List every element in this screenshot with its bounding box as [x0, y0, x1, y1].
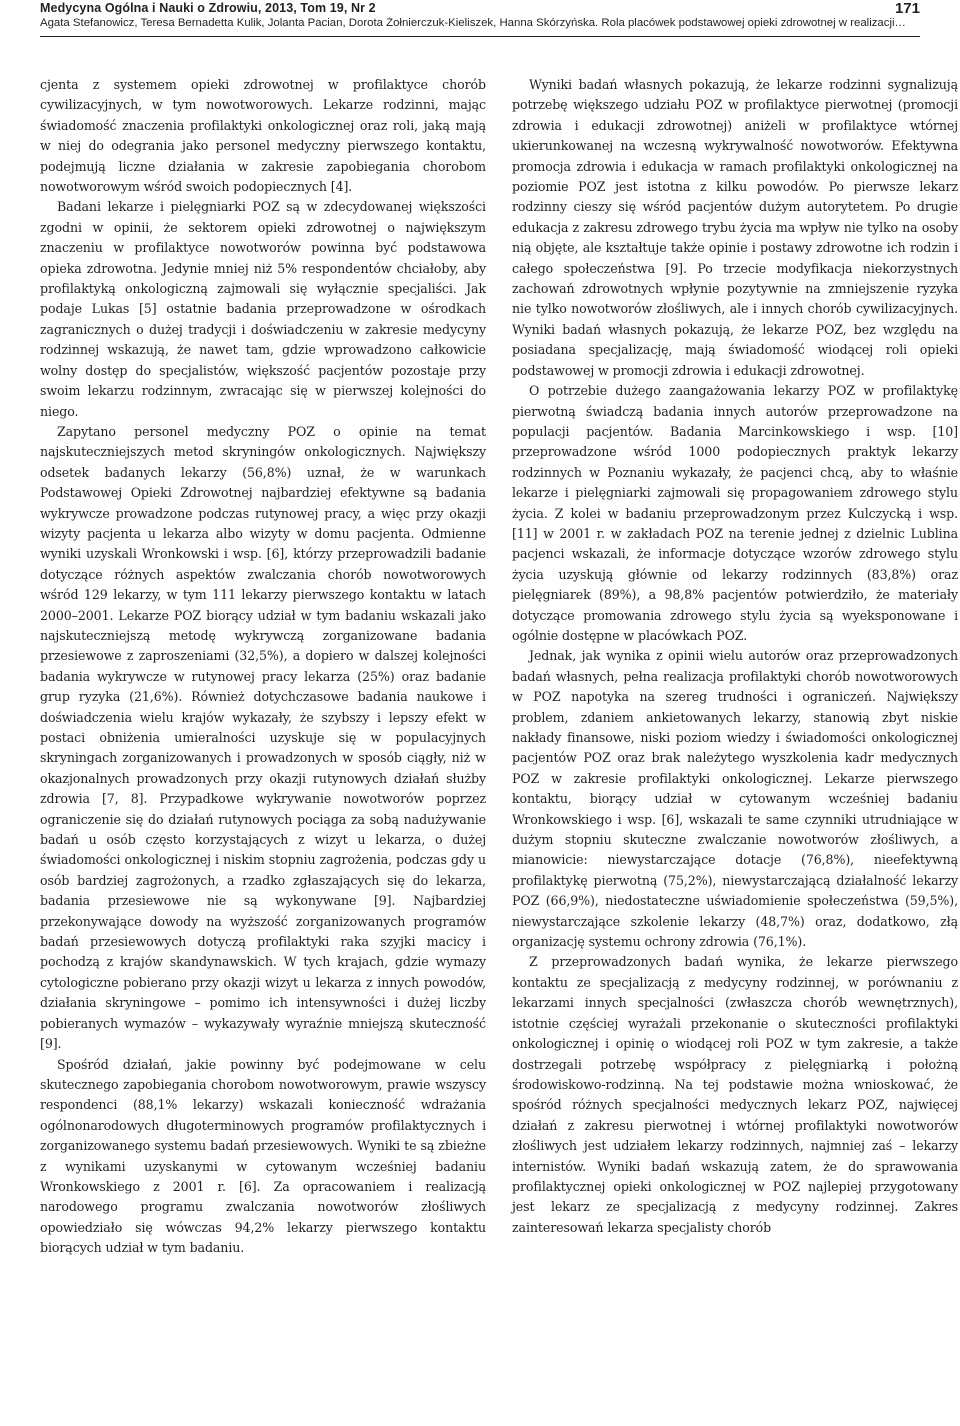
- paragraph: Wyniki badań własnych pokazują, że lekarze rodzinni sygnalizują potrzebę większego udziału POZ w profilaktyce pierwotnej (promocji zdrowia i edukacji zdrowotnej) aniżeli w profilaktyce wtórnej ukierunkowanej na wczesną wykrywalność nowotworów. Efektywna promocja zdrowia i edukacja w ramach profilaktyki onkologicznej na poziomie POZ jest istotna z kilku powodów. Po pierwsze lekarz rodzinny cieszy się wśród pacjentów dużym autorytetem. Po drugie edukacja z zakresu zdrowego trybu życia ma wpływ nie tylko na osoby nią objęte, ale kształtuje także opinie i postawy zdrowotne ich rodzin i całego społeczeństwa [9]. Po trzecie modyfikacja niekorzystnych zachowań zdrowotnych wpłynie pozytywnie na zmniejszenie ryzyka nie tylko nowotworów złośliwych, ale i innych chorób cywilizacyjnych. Wyniki badań własnych pokazują, że lekarze POZ, bez względu na posiadana specjalizację, mają świadomość wiodącej roli opieki podstawowej w promocji zdrowia i edukacji zdrowotnej.: [512, 77, 958, 378]
- right-column: [512, 75, 958, 1238]
- paragraph: Zapytano personel medyczny POZ o opinie na temat najskuteczniejszych metod skryningów onkologicznych. Największy odsetek badanych lekarzy (56,8%) uznał, że w warunkach Podstawowej Opieki Zdrowotnej najbardziej efektywne są badania wykrywcze prowadzone podczas rutynowej pracy, a więc przy okazji wizyty pacjenta u lekarza albo wizyty w domu pacjenta. Odmienne wyniki uzyskali Wronkowski i wsp. [6], którzy przeprowadzili badanie dotyczące różnych aspektów zwalczania chorób nowotworowych wśród 129 lekarzy, w tym 111 lekarzy pierwszego kontaktu w latach 2000–2001. Lekarze POZ biorący udział w tym badaniu wskazali jako najskuteczniejszą metodę wykrywczą zorganizowane badania przesiewowe z zaproszeniami (32,5%), a dopiero w dalszej kolejności badania wykrywcze w rutynowej pracy lekarza (25%) oraz badanie grup ryzyka (21,6%). Również dotychczasowe badania naukowe i doświadczenia wielu krajów wykazały, że szybszy i lepszy efekt w postaci obniżenia umieralności uzyskuje się w populacyjnych skryningach zorganizowanych i prowadzonych w sposób ciągły, niż w okazjonalnych prowadzonych przy okazji rutynowych działań służby zdrowia [7, 8]. Przypadkowe wykrywanie nowotworów poprzez ograniczenie się do działań rutynowych pociąga za sobą nadużywanie badań u osób często korzystających z wizyt u lekarza, o dużej świadomości onkologicznej i niskim stopniu zagrożenia, podczas gdy u osób bardziej zagrożonych, a rzadko zgłaszających się do lekarza, badania przesiewowe nie są wykonywane [9]. Najbardziej przekonywające dowody na wyższość zorganizowanych programów badań przesiewowych dotyczą profilaktyki raka szyjki macicy i pochodzą z krajów skandynawskich. W tych krajach, gdzie wymazy cytologiczne pobierano przy okazji wizyt u lekarza z innych powodów, działania skryningowe – pomimo ich intensywności i dużej liczby pobieranych wymazów – wykazywały wyraźnie mniejszą skuteczność [9].: [40, 423, 486, 1052]
- header-rule: [40, 36, 920, 37]
- authors-and-title: Agata Stefanowicz, Teresa Bernadetta Kulik, Jolanta Pacian, Dorota Żołnierczuk-Kieliszek, Hanna Skórzyńska. Rola placówek podstawowej opieki zdrowotnej w realizacji…: [40, 17, 906, 29]
- paragraph: O potrzebie dużego zaangażowania lekarzy POZ w profilaktykę pierwotną świadczą badania innych autorów przeprowadzone na populacji pacjentów. Badania Marcinkowskiego i wsp. [10] przeprowadzone wśród 1000 podopiecznych praktyk lekarzy rodzinnych w Poznaniu wykazały, że pacjenci chcą, aby to właśnie lekarze i pielęgniarki zajmowali się propagowaniem zdrowego stylu życia. Z kolei w badaniu przeprowadzonym przez Kulczycką i wsp. [11] w 2001 r. w zakładach POZ na terenie jednej z dzielnic Lublina pacjenci wskazali, że informacje dotyczące wzorów zdrowego stylu życia uzyskują głównie od lekarzy rodzinnych (83,8%) oraz pielęgniarek (89%), a 98,8% pacjentów potwierdziło, że materiały dotyczące promowania zdrowego stylu życia są wyeksponowane i ogólnie dostępne w placówkach POZ.: [512, 383, 958, 643]
- paragraph: cjenta z systemem opieki zdrowotnej w profilaktyce chorób cywilizacyjnych, w tym nowotworowych. Lekarze rodzinni, mając świadomość znaczenia profilaktyki onkologicznej oraz roli, jaką mają w niej do odegrania jako personel medyczny pierwszego kontaktu, podejmują liczne działania w zakresie zapobiegania chorobom nowotworowym wśród swoich podopiecznych [4].: [40, 77, 486, 195]
- page-number: 171: [894, 0, 920, 17]
- paragraph: Badani lekarze i pielęgniarki POZ są w zdecydowanej większości zgodni w opinii, że sektorem opieki zdrowotnej o największym znaczeniu w profilaktyce nowotworów powinna być podstawowa opieka zdrowotna. Jedynie mniej niż 5% respondentów chciałoby, aby profilaktyką onkologiczną zajmowali się wyłącznie specjaliści. Jak podaje Lukas [5] ostatnie badania przeprowadzone w ośrodkach zagranicznych o dużej tradycji i doświadczeniu w zakresie medycyny rodzinnej wskazują, że nawet tam, gdzie wprowadzono całkowicie wolny dostęp do specjalistów, większość pacjentów pozostaje przy swoim lekarzu rodzinnym, zwracając się w pierwszej kolejności do niego.: [40, 199, 486, 419]
- paragraph: Z przeprowadzonych badań wynika, że lekarze pierwszego kontaktu ze specjalizacją z medycyny rodzinnej, w porównaniu z lekarzami innych specjalności (zwłaszcza chorób wewnętrznych), istotnie częściej wyrażali przekonanie o skuteczności profilaktyki onkologicznej i opinię o wiodącej roli POZ w tym zakresie, a także dostrzegali potrzebę współpracy z pielęgniarką i położną środowiskowo-rodzinną. Na tej podstawie można wnioskować, że spośród różnych specjalności medycznych lekarz POZ, najwięcej działań z zakresu pierwotnej i wtórnej profilaktyki nowotworów złośliwych jest udziałem lekarzy rodzinnych, najmniej zaś – lekarzy internistów. Wyniki badań wskazują zatem, że do sprawowania profilaktycznej opieki onkologicznej w POZ najlepiej przygotowany jest lekarz ze specjalizacją z medycyny rodzinnej. Zakres zainteresowań lekarza specjalisty chorób: [512, 954, 958, 1235]
- paragraph: Jednak, jak wynika z opinii wielu autorów oraz przeprowadzonych badań własnych, pełna realizacja profilaktyki chorób nowotworowych w POZ napotyka na szereg trudności i ograniczeń. Największy problem, zdaniem ankietowanych lekarzy, stanowią zbyt niskie nakłady finansowe, niski poziom wiedzy i świadomości onkologicznej pacjentów POZ oraz brak należytego wyszkolenia kadr medycznych POZ w zakresie profilaktyki onkologicznej. Lekarze pierwszego kontaktu, biorący udział w cytowanym wcześniej badaniu Wronkowskiego i wsp. [6], wskazali te same czynniki utrudniające w dużym stopniu skuteczne zwalczanie nowotworów złośliwych, a mianowicie: niewystarczające dotacje (76,8%), nieefektywną profilaktykę pierwotną (75,2%), niewystarczającą działalność lekarzy POZ (66,9%), niedostateczne uświadomienie społeczeństwa (59,5%), niewystarczające szkolenie lekarzy (48,7%) oraz, dodatkowo, złą organizację systemu ochrony zdrowia (76,1%).: [512, 648, 958, 950]
- left-column: [40, 75, 486, 1259]
- paragraph: Spośród działań, jakie powinny być podejmowane w celu skutecznego zapobiegania chorobom nowotworowym, prawie wszyscy respondenci (88,1% lekarzy) wskazali konieczność wdrażania ogólnonarodowych długoterminowych programów profilaktycznych i zorganizowanego systemu badań przesiewowych. Wyniki te są zbieżne z wynikami uzyskanymi w cytowanym wcześniej badaniu Wronkowskiego z 2001 r. [6]. Za opracowaniem i realizacją narodowego programu zwalczania nowotworów złośliwych opowiedziało się wówczas 94,2% lekarzy pierwszego kontaktu biorących udział w tym badaniu.: [40, 1056, 486, 1256]
- journal-title: Medycyna Ogólna i Nauki o Zdrowiu, 2013, Tom 19, Nr 2: [40, 1, 376, 15]
- running-header: [40, 0, 920, 40]
